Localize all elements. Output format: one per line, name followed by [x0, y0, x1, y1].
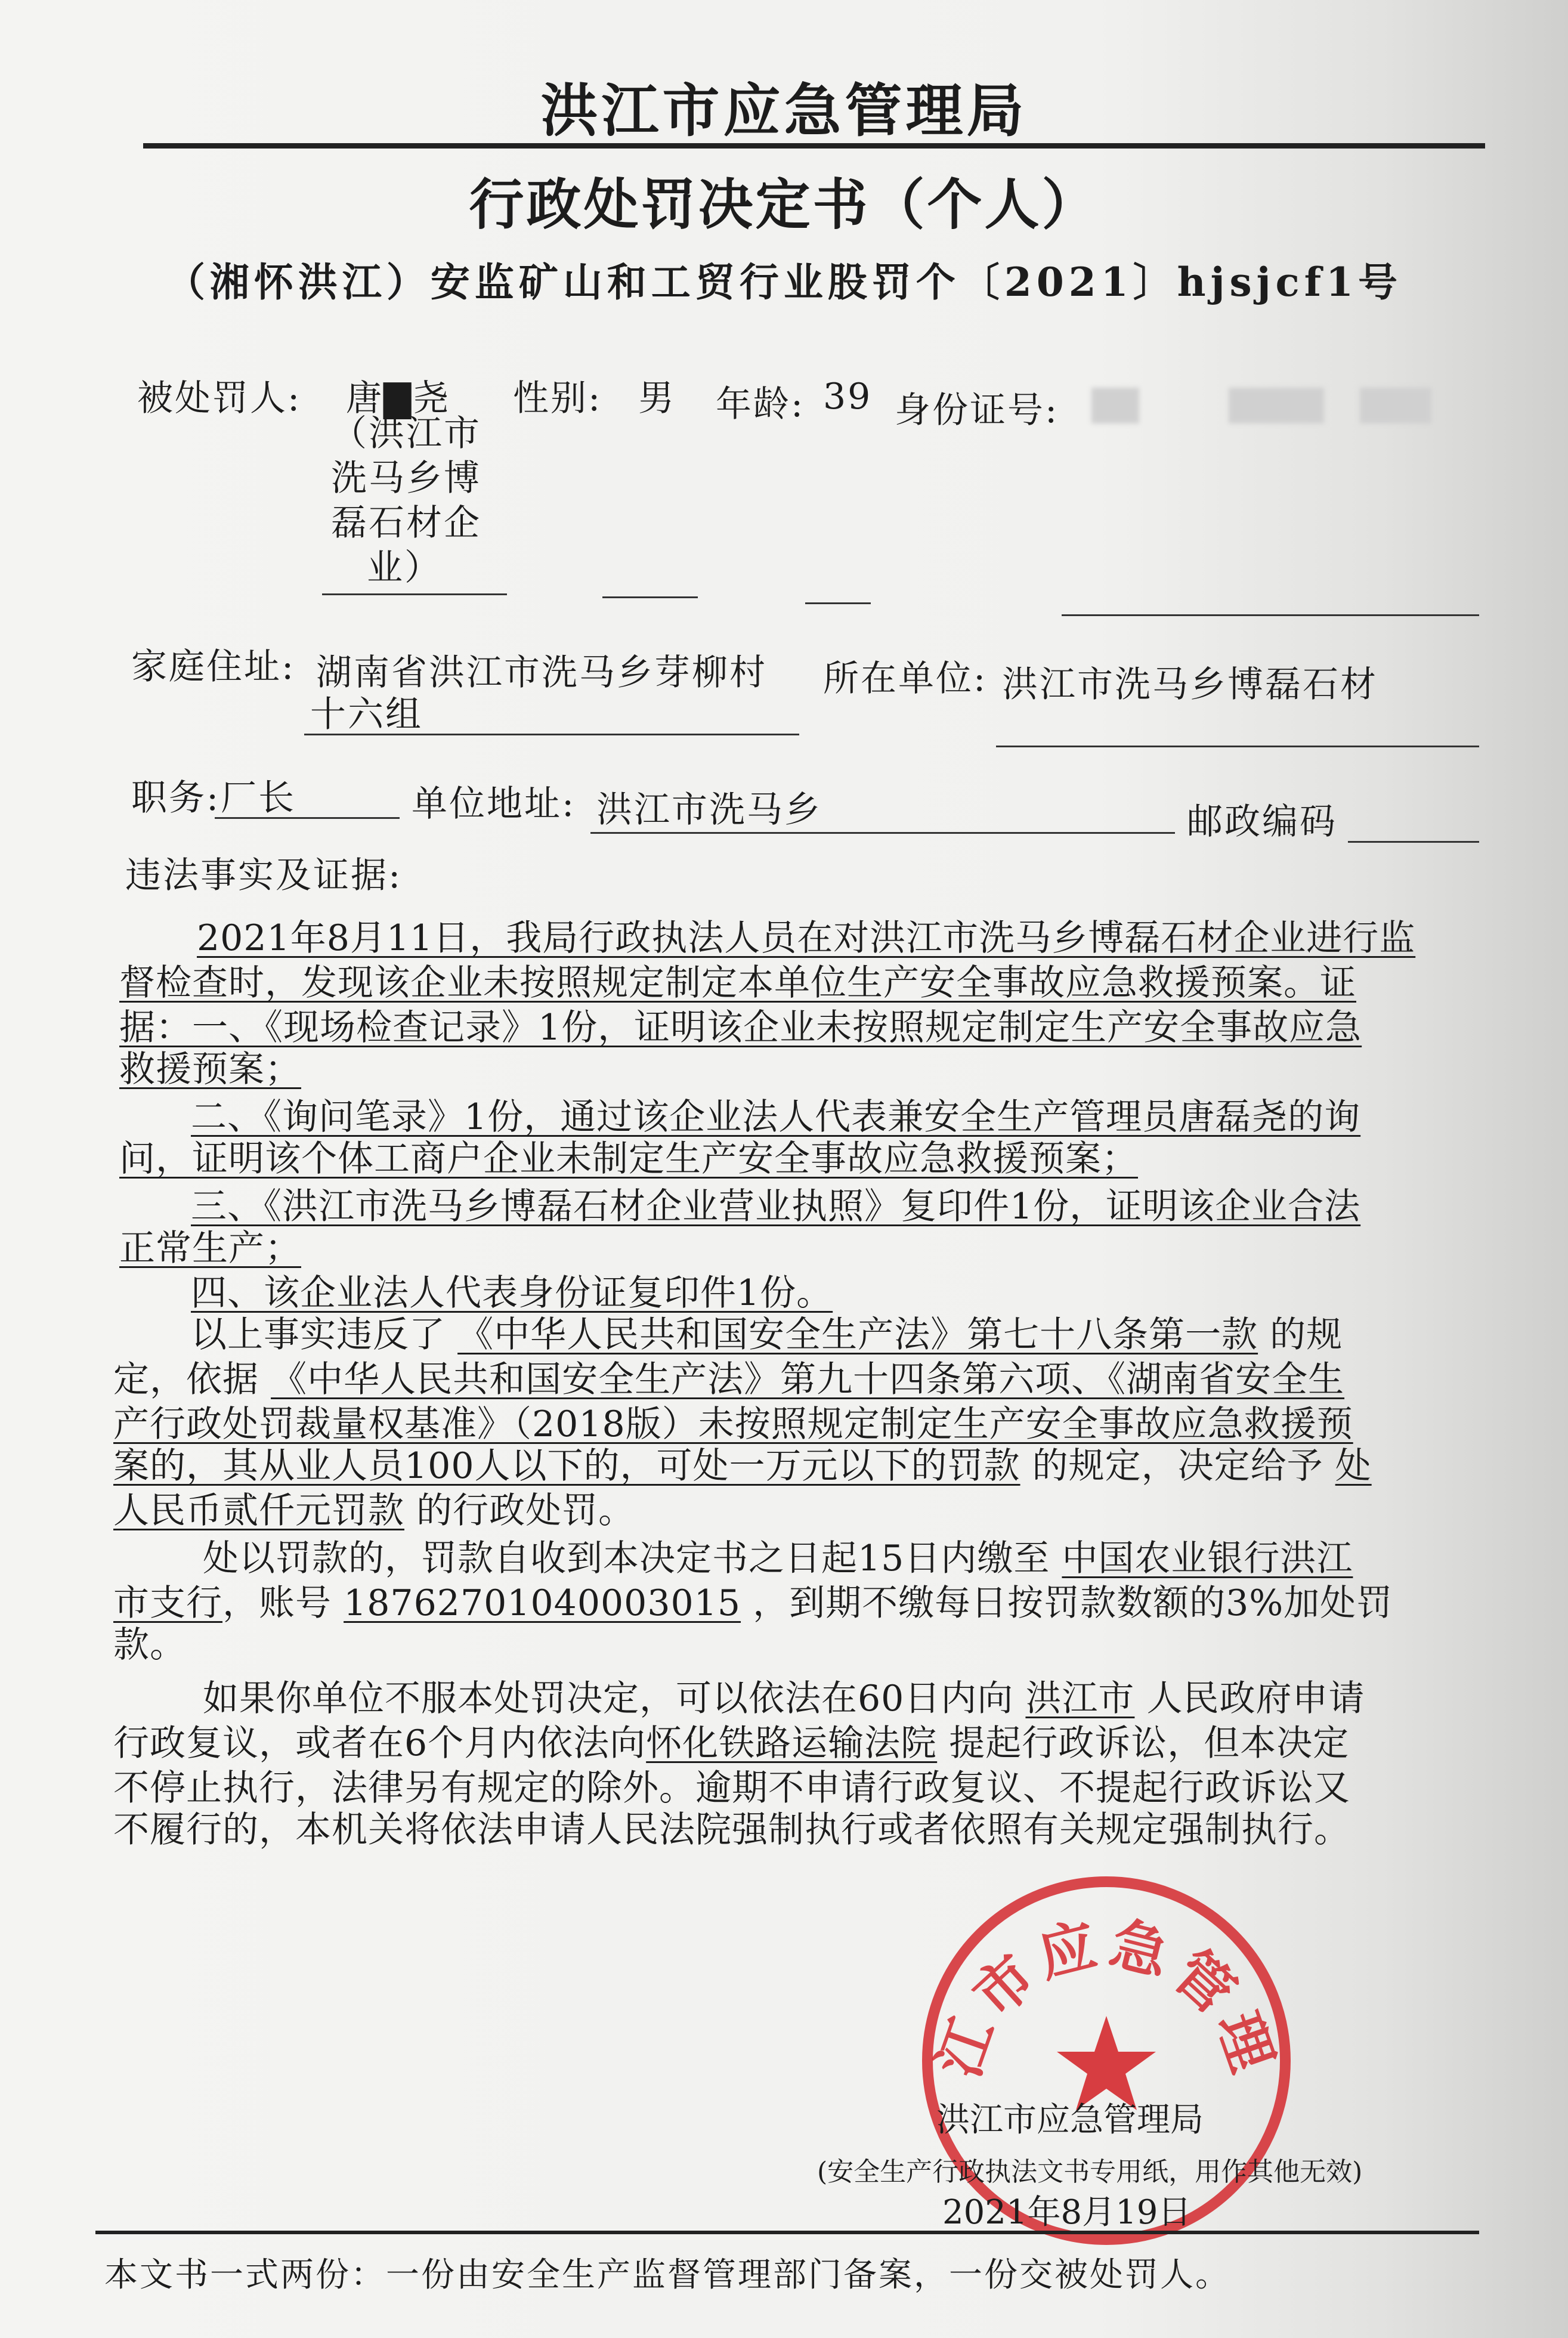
- fine-text: 处以罚款的，罚款自收到本决定书之日起15日内缴至: [203, 1538, 1050, 1579]
- unit-value: 洪江市洗马乡博磊石材: [1002, 664, 1378, 706]
- agency-title: 洪江市应急管理局: [540, 78, 1028, 144]
- basis-text: 的规定，决定给予: [1032, 1445, 1323, 1487]
- age-value: 39: [823, 376, 873, 418]
- name-note-line: 磊石材企: [331, 502, 481, 544]
- header-rule: [143, 143, 1485, 149]
- position-underline: [215, 817, 400, 819]
- penalty-line: [113, 1482, 635, 1533]
- fine-text: ，到期不缴每日按罚款数额的3%加处罚: [753, 1582, 1393, 1624]
- signing-agency: 洪江市应急管理局: [936, 2101, 1204, 2139]
- unit-address-underline: [590, 832, 1175, 834]
- basis-law: 《中华人民共和国安全生产法》第九十四条第六项、《湖南省安全生: [271, 1359, 1345, 1400]
- account-label: ，账号: [222, 1582, 332, 1624]
- id-underline: [1062, 614, 1479, 616]
- facts-line: 二、《询问笔录》1份，通过该企业法人代表兼安全生产管理员唐磊尧的询: [191, 1096, 1361, 1138]
- name-value: 唐▇尧: [346, 378, 451, 419]
- position-value: 厂长: [221, 777, 296, 819]
- gender-label: 性别:: [513, 378, 602, 419]
- document-number: （湘怀洪江）安监矿山和工贸行业股罚个〔2021〕hjsjcf1号: [165, 259, 1403, 305]
- name-note: [331, 412, 481, 590]
- facts-line: 问，证明该个体工商户企业未制定生产安全事故应急救援预案；: [119, 1138, 1138, 1180]
- gender-underline: [602, 596, 698, 598]
- document-title: 行政处罚决定书（个人）: [469, 173, 1099, 237]
- penalty-text: 处: [1335, 1445, 1372, 1487]
- facts-line: 督检查时，发现该企业未按照规定制定本单位生产安全事故应急救援预案。证: [119, 962, 1356, 1004]
- appeal-text: 行政复议，或者在6个月内依法向: [113, 1722, 647, 1764]
- unit-address-label: 单位地址:: [412, 783, 576, 825]
- violation-line: [191, 1306, 1343, 1357]
- redacted-id-block: [1229, 388, 1324, 423]
- address-line2: 十六组: [310, 694, 423, 735]
- name-note-line: 洗马乡博: [331, 457, 481, 499]
- fine-line: [113, 1575, 1393, 1626]
- age-label: 年龄:: [716, 384, 805, 425]
- violation-text: 的规: [1270, 1314, 1343, 1356]
- gender-value: 男: [638, 378, 676, 419]
- bank-name: 市支行: [113, 1582, 222, 1624]
- redacted-id-block: [1091, 388, 1139, 423]
- violated-law: 《中华人民共和国安全生产法》第七十八条第一款: [457, 1314, 1258, 1356]
- id-label: 身份证号:: [895, 389, 1059, 431]
- name-underline: [322, 593, 507, 595]
- footer-rule: [95, 2231, 1479, 2234]
- appeal-line: [203, 1670, 1365, 1721]
- account-number: 18762701040003015: [344, 1582, 741, 1624]
- facts-label: 违法事实及证据:: [125, 855, 403, 896]
- postcode-label: 邮政编码: [1187, 801, 1337, 843]
- basis-line: [113, 1351, 1344, 1402]
- appeal-text: 如果你单位不服本处罚决定，可以依法在60日内向: [203, 1678, 1014, 1720]
- facts-line: 正常生产；: [119, 1227, 301, 1269]
- violation-text: 以上事实违反了: [191, 1314, 446, 1356]
- name-note-line: （洪江市: [331, 413, 481, 454]
- appeal-court: 怀化铁路运输法院: [646, 1722, 938, 1764]
- name-label: 被处罚人:: [137, 378, 302, 419]
- penalty-text: 的行政处罚。: [416, 1490, 635, 1532]
- unit-label: 所在单位:: [823, 658, 988, 700]
- facts-line: 四、该企业法人代表身份证复印件1份。: [191, 1272, 833, 1314]
- address-line1: 湖南省洪江市洗马乡芽柳村: [316, 652, 767, 694]
- basis-text: 定，依据: [113, 1359, 259, 1400]
- bank-name: 中国农业银行洪江: [1062, 1538, 1353, 1579]
- basis-law-line: 产行政处罚裁量权基准》（2018版）未按照规定制定生产安全事故应急救援预: [113, 1403, 1353, 1445]
- address-label: 家庭住址:: [131, 646, 296, 688]
- facts-line: 三、《洪江市洗马乡博磊石材企业营业执照》复印件1份，证明该企业合法: [191, 1186, 1361, 1227]
- facts-line: 2021年8月11日，我局行政执法人员在对洪江市洗马乡博磊石材企业进行监: [197, 917, 1416, 959]
- unit-underline: [996, 746, 1479, 747]
- facts-line: 救援预案；: [119, 1049, 301, 1090]
- facts-line: 据：一、《现场检查记录》1份，证明该企业未按照规定制定生产安全事故应急: [119, 1007, 1362, 1049]
- footer-note: 本文书一式两份：一份由安全生产监督管理部门备案，一份交被处罚人。: [104, 2256, 1230, 2294]
- appeal-text: 人民政府申请: [1146, 1678, 1365, 1720]
- address-underline: [304, 734, 799, 735]
- position-label: 职务:: [131, 777, 221, 819]
- redacted-id-block: [1360, 388, 1431, 423]
- appeal-text: 提起行政诉讼，但本决定: [949, 1722, 1350, 1764]
- appeal-line: [113, 1715, 1349, 1766]
- appeal-line: 不履行的，本机关将依法申请人民法院强制执行或者依照有关规定强制执行。: [113, 1809, 1350, 1851]
- seal-text: 江市应急管理: [924, 1910, 1288, 2086]
- fine-line: 款。: [113, 1624, 186, 1666]
- basis-law: 案的，其从业人员100人以下的，可处一万元以下的罚款: [113, 1445, 1020, 1487]
- paper-note: (安全生产行政执法文书专用纸，用作其他无效): [817, 2157, 1363, 2187]
- appeal-line: 不停止执行，法律另有规定的除外。逾期不申请行政复议、不提起行政诉讼又: [113, 1767, 1350, 1809]
- penalty-amount: 人民币贰仟元罚款: [113, 1490, 404, 1532]
- age-underline: [805, 602, 871, 604]
- basis-line: [113, 1437, 1372, 1489]
- signing-date: 2021年8月19日: [942, 2193, 1192, 2232]
- fine-line: [203, 1530, 1353, 1581]
- postcode-underline: [1348, 841, 1479, 843]
- name-note-line: 业）: [367, 547, 442, 589]
- appeal-government: 洪江市: [1025, 1678, 1135, 1720]
- unit-address-value: 洪江市洗马乡: [596, 789, 822, 831]
